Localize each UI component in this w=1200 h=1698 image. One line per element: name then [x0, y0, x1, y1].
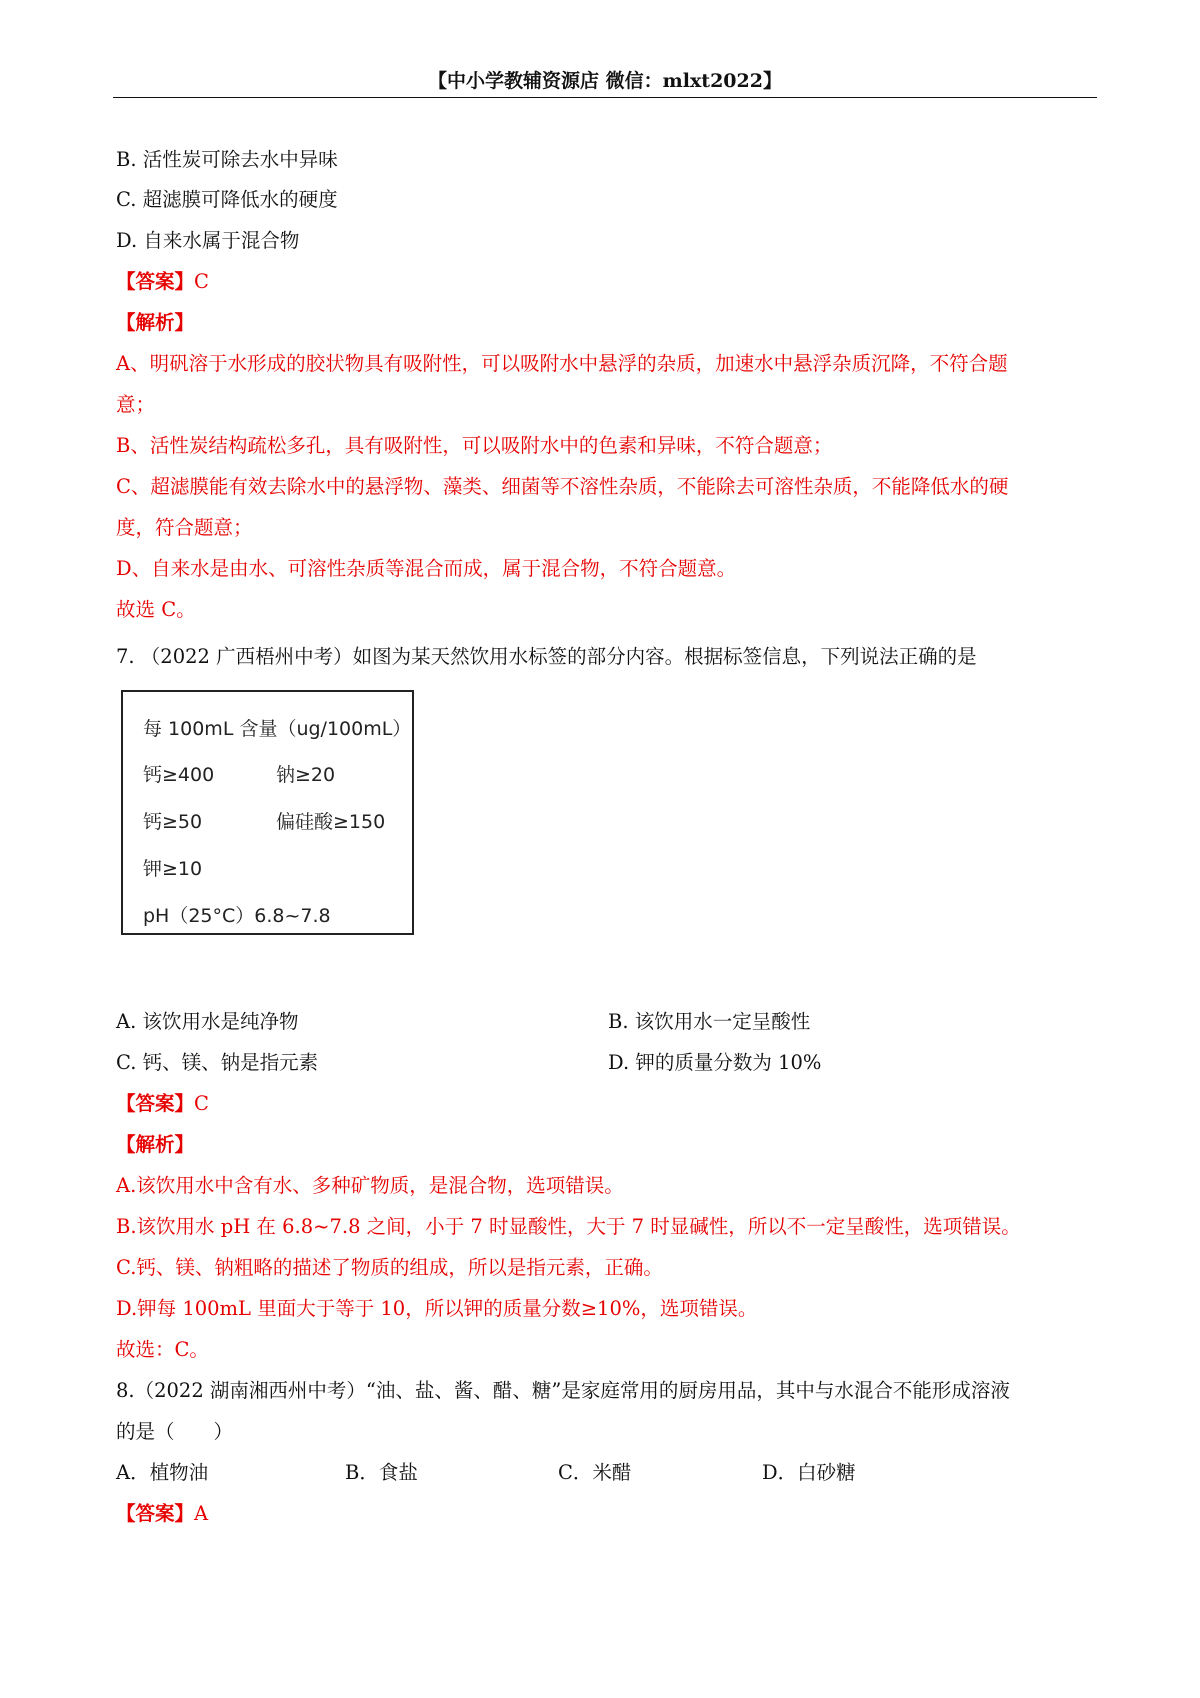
q8-stem-line2: 的是（ ） — [116, 1420, 234, 1443]
label-title: 每 100mL 含量（ug/100mL） — [143, 718, 412, 740]
label-calcium-2: 钙≥50 — [143, 811, 203, 833]
q6-analysis-line: 度，符合题意； — [116, 516, 253, 539]
q7-option-c: C. 钙、镁、钠是指元素 — [116, 1051, 319, 1074]
answer-tag: 【答案】 — [116, 1092, 195, 1115]
q8-option-c: C．米醋 — [558, 1461, 632, 1484]
q7-analysis-conclusion: 故选：C。 — [116, 1338, 209, 1361]
answer-tag: 【答案】 — [116, 270, 195, 293]
q8-option-b: B．食盐 — [345, 1461, 418, 1484]
label-potassium: 钾≥10 — [143, 858, 203, 880]
q7-answer — [116, 1090, 209, 1118]
q8-answer — [116, 1500, 208, 1528]
q6-answer — [116, 268, 209, 296]
answer-value: C — [194, 1092, 209, 1115]
label-calcium-1: 钙≥400 — [143, 764, 215, 786]
q6-analysis-conclusion: 故选 C。 — [116, 598, 196, 621]
q7-analysis-line: D.钾每 100mL 里面大于等于 10，所以钾的质量分数≥10%，选项错误。 — [116, 1297, 758, 1320]
q7-stem: 7. （2022 广西梧州中考）如图为某天然饮用水标签的部分内容。根据标签信息，下列说法正确的是 — [116, 645, 977, 668]
q8-stem-line1: 8.（2022 湖南湘西州中考）“油、盐、酱、醋、糖”是家庭常用的厨房用品，其中与水混合不能形成溶液 — [116, 1379, 1010, 1402]
q8-option-a: A．植物油 — [116, 1461, 209, 1484]
label-row-2 — [143, 807, 386, 834]
q6-option-c: C. 超滤膜可降低水的硬度 — [116, 188, 338, 211]
q6-analysis-line: B、活性炭结构疏松多孔，具有吸附性，可以吸附水中的色素和异味，不符合题意； — [116, 434, 833, 457]
label-row-1 — [143, 760, 336, 787]
q8-option-d: D．白砂糖 — [762, 1461, 856, 1484]
q6-option-d: D. 自来水属于混合物 — [116, 229, 300, 252]
answer-tag: 【答案】 — [116, 1502, 195, 1525]
q6-analysis-line: 意； — [116, 393, 156, 416]
q6-option-b: B. 活性炭可除去水中异味 — [116, 148, 338, 171]
label-sodium: 钠≥20 — [276, 764, 336, 786]
header-rule — [113, 97, 1097, 98]
answer-value: C — [194, 270, 209, 293]
q7-analysis-line: B.该饮用水 pH 在 6.8~7.8 之间，小于 7 时显酸性，大于 7 时显碱性，所以不一定呈酸性，选项错误。 — [116, 1215, 1021, 1238]
q7-analysis-tag: 【解析】 — [116, 1133, 195, 1156]
q6-analysis-line: A、明矾溶于水形成的胶状物具有吸附性，可以吸附水中悬浮的杂质，加速水中悬浮杂质沉降，不符合题 — [116, 352, 1008, 375]
page-header: 【中小学教辅资源店 微信：mlxt2022】 — [428, 70, 782, 92]
q7-analysis-line: A.该饮用水中含有水、多种矿物质，是混合物，选项错误。 — [116, 1174, 624, 1197]
answer-value: A — [194, 1502, 209, 1525]
q7-option-d: D. 钾的质量分数为 10% — [608, 1051, 822, 1074]
label-ph: pH（25°C）6.8~7.8 — [143, 905, 331, 927]
q7-analysis-line: C.钙、镁、钠粗略的描述了物质的组成，所以是指元素，正确。 — [116, 1256, 663, 1279]
q7-option-a: A. 该饮用水是纯净物 — [116, 1010, 299, 1033]
label-metasilicic: 偏硅酸≥150 — [276, 811, 386, 833]
q7-option-b: B. 该饮用水一定呈酸性 — [608, 1010, 811, 1033]
water-label-box — [121, 690, 414, 935]
q6-analysis-tag: 【解析】 — [116, 311, 195, 334]
q6-analysis-line: D、自来水是由水、可溶性杂质等混合而成，属于混合物，不符合题意。 — [116, 557, 737, 580]
q6-analysis-line: C、超滤膜能有效去除水中的悬浮物、藻类、细菌等不溶性杂质，不能除去可溶性杂质，不能降低水的硬 — [116, 475, 1009, 498]
